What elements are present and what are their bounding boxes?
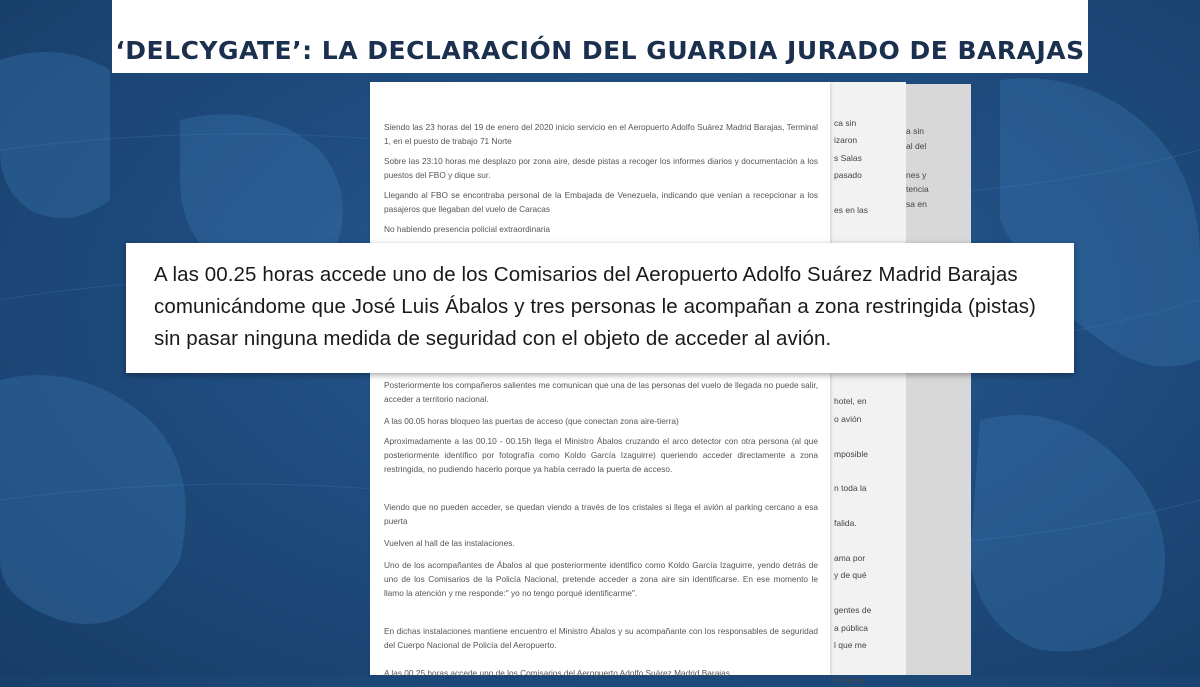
side-fragment: pasado	[834, 170, 862, 181]
headline: ‘DELCYGATE’: LA DECLARACIÓN DEL GUARDIA JURADO DE BARAJAS	[115, 36, 1085, 65]
doc-paragraph: A las 00.05 horas bloqueo las puertas de acceso (que conectan zona aire-tierra)	[384, 416, 679, 426]
side-fragment: mposible	[834, 448, 869, 459]
side-fragment: al del	[906, 140, 927, 151]
doc-paragraph: A las 00.25 horas accede uno de los Comisarios del Aeropuerto Adolfo Suárez Madrid Barajas	[384, 668, 730, 678]
doc-paragraph: Uno de los acompañantes de Ábalos al que posteriormente identifico como Koldo García Izaguirre, yendo detrás de uno de los Comisarios de la Policía Nacional, pretende acceder a zona aire sin identificarse. En ese momento le llamo la atención y me responde:" yo no tengo porqué identificarme".	[384, 560, 818, 598]
document-page	[370, 82, 830, 678]
side-fragment: s Salas	[834, 152, 862, 163]
side-fragment: nes y	[906, 169, 927, 180]
side-fragment: gentes de	[834, 605, 872, 616]
side-fragment: y de qué	[834, 570, 867, 581]
quote-line: sin pasar ninguna medida de seguridad con el objeto de acceder al avión.	[154, 327, 832, 350]
side-fragment: a pública	[834, 622, 869, 633]
doc-paragraph: Posteriormente los compañeros salientes me comunican que una de las personas del vuelo de llegada no puede salir, acceder a territorio nacional.	[384, 380, 819, 404]
doc-paragraph: Sobre las 23:10 horas me desplazo por zona aire, desde pistas a recoger los informes diarios y documentación a los puestos del FBO y dique sur.	[384, 156, 818, 180]
side-fragment: o avión	[834, 413, 862, 424]
highlighted-quote	[126, 243, 1074, 373]
doc-paragraph: En dichas instalaciones mantiene encuentro el Ministro Ábalos y su acompañante con los responsables de seguridad del Cuerpo Nacional de Policía del Aeropuerto.	[384, 626, 818, 650]
side-fragment: ca sin	[834, 118, 857, 128]
side-fragment: n toda la	[834, 483, 867, 494]
side-fragment: izaron	[834, 135, 858, 146]
side-fragment: falida.	[834, 518, 857, 529]
doc-paragraph: No habiendo presencia policial extraordinaria	[384, 224, 551, 234]
doc-paragraph: Siendo las 23 horas del 19 de enero del 2020 inicio servicio en el Aeropuerto Adolfo Suárez Madrid Barajas, Terminal 1, en el puesto de trabajo 71 Norte	[384, 122, 818, 146]
doc-paragraph: Aproximadamente a las 00.10 - 00.15h llega el Ministro Ábalos cruzando el arco detector con otra persona (al que posteriormente identifico por fotografía como Koldo García Izaguirre) queriendo acceder directamente a zona restringida, no pudiendo hacerlo porque ya había cerrado la puerta de acceso.	[384, 436, 818, 474]
doc-paragraph: Viendo que no pueden acceder, se quedan viendo a través de los cristales si llega el avión al parking cercano a esa puerta	[384, 502, 818, 526]
doc-paragraph: Llegando al FBO se encontraba personal de la Embajada de Venezuela, indicando que venían a recepcionar a los pasajeros que llegaban del vuelo de Caracas	[384, 190, 818, 214]
side-fragment: ama por	[834, 553, 866, 563]
side-fragment: sa en	[906, 198, 927, 209]
side-fragment: es en las	[834, 205, 869, 215]
doc-paragraph: Vuelven al hall de las instalaciones.	[384, 538, 515, 548]
side-fragment: hotel, en	[834, 396, 867, 407]
side-fragment: a sin	[906, 126, 924, 136]
side-fragment: tencia	[906, 184, 929, 194]
side-fragment: Vil de la	[834, 674, 865, 685]
title-banner	[112, 0, 1088, 73]
quote-line: comunicándome que José Luis Ábalos y tres personas le acompañan a zona restringida (pistas)	[154, 295, 1036, 318]
side-fragment: l que me	[834, 640, 867, 650]
quote-line: A las 00.25 horas accede uno de los Comisarios del Aeropuerto Adolfo Suárez Madrid Barajas	[154, 263, 1018, 286]
